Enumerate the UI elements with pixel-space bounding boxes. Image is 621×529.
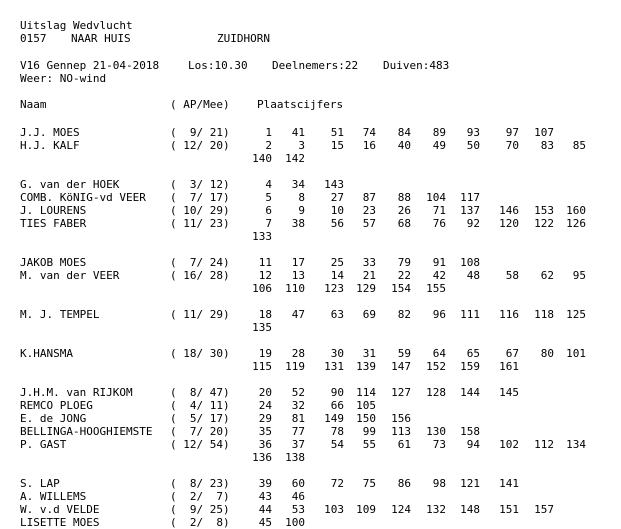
placing-number: 151 [499, 503, 519, 516]
placing-number: 64 [432, 347, 446, 360]
placing-number: 103 [324, 503, 344, 516]
table-row [0, 204, 621, 217]
placing-number: 97 [505, 126, 519, 139]
placing-number: 28 [291, 347, 305, 360]
table-row [0, 178, 621, 191]
placing-number: 25 [330, 256, 344, 269]
placing-number: 62 [540, 269, 554, 282]
placing-number: 92 [466, 217, 480, 230]
placing-number: 146 [499, 204, 519, 217]
placing-number: 41 [291, 126, 305, 139]
placing-number: 152 [426, 360, 446, 373]
placing-number: 40 [397, 139, 411, 152]
placing-number: 6 [265, 204, 272, 217]
placing-number: 130 [426, 425, 446, 438]
placing-number: 39 [258, 477, 272, 490]
participant-name: COMB. KöNIG-vd VEER [20, 191, 146, 204]
placing-number: 17 [291, 256, 305, 269]
placing-number: 109 [356, 503, 376, 516]
placing-number: 43 [258, 490, 272, 503]
placing-number: 23 [362, 204, 376, 217]
participant-name: JAKOB MOES [20, 256, 87, 269]
placing-number: 101 [566, 347, 586, 360]
placing-number: 53 [291, 503, 305, 516]
placing-number: 155 [426, 282, 446, 295]
column-header-apmee: ( AP/Mee) [170, 98, 230, 111]
table-row-continuation [0, 282, 621, 295]
participant-name: M. van der VEER [20, 269, 120, 282]
placing-number: 18 [258, 308, 272, 321]
placing-number: 104 [426, 191, 446, 204]
placing-number: 137 [460, 204, 480, 217]
participant-apmee: ( 8/ 47) [170, 386, 230, 399]
placing-number: 48 [466, 269, 480, 282]
placing-number: 65 [466, 347, 480, 360]
participant-apmee: ( 11/ 23) [170, 217, 230, 230]
placing-number: 88 [397, 191, 411, 204]
placing-number: 72 [330, 477, 344, 490]
participant-name: J.H.M. van RIJKOM [20, 386, 133, 399]
placing-number: 126 [566, 217, 586, 230]
placing-number: 11 [258, 256, 272, 269]
table-row-continuation [0, 360, 621, 373]
placing-number: 147 [391, 360, 411, 373]
placing-number: 10 [330, 204, 344, 217]
placing-number: 66 [330, 399, 344, 412]
placing-number: 157 [534, 503, 554, 516]
participant-name: E. de JONG [20, 412, 87, 425]
placing-number: 63 [330, 308, 344, 321]
placing-number: 79 [397, 256, 411, 269]
placing-number: 120 [499, 217, 519, 230]
placing-number: 106 [252, 282, 272, 295]
placing-number: 14 [330, 269, 344, 282]
placing-number: 150 [356, 412, 376, 425]
placing-number: 94 [466, 438, 480, 451]
table-row-continuation [0, 230, 621, 243]
placing-number: 59 [397, 347, 411, 360]
placing-number: 9 [298, 204, 305, 217]
placing-number: 68 [397, 217, 411, 230]
participant-apmee: ( 10/ 29) [170, 204, 230, 217]
participant-apmee: ( 2/ 8) [170, 516, 230, 529]
placing-number: 7 [265, 217, 272, 230]
placing-number: 100 [285, 516, 305, 529]
placing-number: 123 [324, 282, 344, 295]
club-place: ZUIDHORN [217, 32, 270, 45]
table-row [0, 308, 621, 321]
placing-number: 13 [291, 269, 305, 282]
participant-name: J. LOURENS [20, 204, 87, 217]
table-row [0, 412, 621, 425]
participant-apmee: ( 12/ 54) [170, 438, 230, 451]
placing-number: 127 [391, 386, 411, 399]
table-row-continuation [0, 321, 621, 334]
placing-number: 99 [362, 425, 376, 438]
placing-number: 114 [356, 386, 376, 399]
placing-number: 81 [291, 412, 305, 425]
placing-number: 119 [285, 360, 305, 373]
table-row [0, 425, 621, 438]
placing-number: 128 [426, 386, 446, 399]
table-row [0, 438, 621, 451]
placing-number: 105 [356, 399, 376, 412]
placing-number: 159 [460, 360, 480, 373]
participant-name: H.J. KALF [20, 139, 80, 152]
club-name: NAAR HUIS [71, 32, 131, 45]
placing-number: 113 [391, 425, 411, 438]
placing-number: 142 [285, 152, 305, 165]
placing-number: 84 [397, 126, 411, 139]
placing-number: 58 [505, 269, 519, 282]
placing-number: 156 [391, 412, 411, 425]
placing-number: 136 [252, 451, 272, 464]
placing-number: 52 [291, 386, 305, 399]
participant-name: K.HANSMA [20, 347, 73, 360]
race-info: V16 Gennep 21-04-2018 [20, 59, 160, 72]
participant-name: S. LAP [20, 477, 60, 490]
participant-name: REMCO PLOEG [20, 399, 93, 412]
placing-number: 49 [432, 139, 446, 152]
placing-number: 135 [252, 321, 272, 334]
table-row [0, 126, 621, 139]
column-header-placings: Plaatscijfers [257, 98, 344, 111]
placing-number: 16 [362, 139, 376, 152]
placing-number: 116 [499, 308, 519, 321]
placing-number: 141 [499, 477, 519, 490]
placing-number: 160 [566, 204, 586, 217]
placing-number: 55 [362, 438, 376, 451]
placing-number: 60 [291, 477, 305, 490]
participant-apmee: ( 16/ 28) [170, 269, 230, 282]
placing-number: 71 [432, 204, 446, 217]
participant-apmee: ( 3/ 12) [170, 178, 230, 191]
placing-number: 143 [324, 178, 344, 191]
pigeons-count: Duiven:483 [383, 59, 450, 72]
participant-apmee: ( 8/ 23) [170, 477, 230, 490]
placing-number: 133 [252, 230, 272, 243]
placing-number: 80 [540, 347, 554, 360]
placing-number: 29 [258, 412, 272, 425]
placing-number: 45 [258, 516, 272, 529]
placing-number: 122 [534, 217, 554, 230]
table-row-continuation [0, 152, 621, 165]
placing-number: 115 [252, 360, 272, 373]
placing-number: 139 [356, 360, 376, 373]
placing-number: 154 [391, 282, 411, 295]
table-row [0, 191, 621, 204]
placing-number: 138 [285, 451, 305, 464]
participant-apmee: ( 18/ 30) [170, 347, 230, 360]
placing-number: 117 [460, 191, 480, 204]
placing-number: 82 [397, 308, 411, 321]
placing-number: 51 [330, 126, 344, 139]
placing-number: 19 [258, 347, 272, 360]
participant-apmee: ( 9/ 21) [170, 126, 230, 139]
placing-number: 112 [534, 438, 554, 451]
placing-number: 140 [252, 152, 272, 165]
participant-name: LISETTE MOES [20, 516, 100, 529]
placing-number: 98 [432, 477, 446, 490]
placing-number: 91 [432, 256, 446, 269]
placing-number: 24 [258, 399, 272, 412]
table-row [0, 399, 621, 412]
table-row [0, 516, 621, 529]
placing-number: 87 [362, 191, 376, 204]
placing-number: 22 [397, 269, 411, 282]
table-row [0, 490, 621, 503]
placing-number: 107 [534, 126, 554, 139]
table-row [0, 386, 621, 399]
participant-apmee: ( 7/ 24) [170, 256, 230, 269]
weather-info: Weer: NO-wind [20, 72, 107, 85]
placing-number: 89 [432, 126, 446, 139]
placing-number: 46 [291, 490, 305, 503]
placing-number: 102 [499, 438, 519, 451]
placing-number: 1 [265, 126, 272, 139]
placing-number: 12 [258, 269, 272, 282]
placing-number: 73 [432, 438, 446, 451]
placing-number: 26 [397, 204, 411, 217]
column-header-name: Naam [20, 98, 47, 111]
placing-number: 35 [258, 425, 272, 438]
placing-number: 86 [397, 477, 411, 490]
placing-number: 27 [330, 191, 344, 204]
placing-number: 57 [362, 217, 376, 230]
placing-number: 148 [460, 503, 480, 516]
table-row [0, 217, 621, 230]
placing-number: 125 [566, 308, 586, 321]
placing-number: 5 [265, 191, 272, 204]
placing-number: 76 [432, 217, 446, 230]
placing-number: 42 [432, 269, 446, 282]
participant-apmee: ( 4/ 11) [170, 399, 230, 412]
placing-number: 15 [330, 139, 344, 152]
placing-number: 90 [330, 386, 344, 399]
table-row [0, 477, 621, 490]
participant-apmee: ( 9/ 25) [170, 503, 230, 516]
participant-name: P. GAST [20, 438, 67, 451]
placing-number: 4 [265, 178, 272, 191]
table-row [0, 503, 621, 516]
placing-number: 34 [291, 178, 305, 191]
placing-number: 56 [330, 217, 344, 230]
placing-number: 74 [362, 126, 376, 139]
participant-name: BELLINGA-HOOGHIEMSTE [20, 425, 153, 438]
placing-number: 153 [534, 204, 554, 217]
placing-number: 129 [356, 282, 376, 295]
placing-number: 8 [298, 191, 305, 204]
placing-number: 131 [324, 360, 344, 373]
placing-number: 20 [258, 386, 272, 399]
placing-number: 108 [460, 256, 480, 269]
table-row [0, 347, 621, 360]
placing-number: 78 [330, 425, 344, 438]
placing-number: 124 [391, 503, 411, 516]
placing-number: 21 [362, 269, 376, 282]
participants-count: Deelnemers:22 [272, 59, 359, 72]
report-title: Uitslag Wedvlucht [20, 19, 133, 32]
placing-number: 77 [291, 425, 305, 438]
participant-name: TIES FABER [20, 217, 87, 230]
table-row-continuation [0, 451, 621, 464]
participant-name: W. v.d VELDE [20, 503, 100, 516]
placing-number: 83 [540, 139, 554, 152]
placing-number: 110 [285, 282, 305, 295]
release-time: Los:10.30 [188, 59, 248, 72]
club-code: 0157 [20, 32, 47, 45]
placing-number: 32 [291, 399, 305, 412]
table-row [0, 139, 621, 152]
placing-number: 96 [432, 308, 446, 321]
placing-number: 145 [499, 386, 519, 399]
placing-number: 30 [330, 347, 344, 360]
table-row [0, 256, 621, 269]
placing-number: 75 [362, 477, 376, 490]
placing-number: 132 [426, 503, 446, 516]
placing-number: 134 [566, 438, 586, 451]
participant-apmee: ( 11/ 29) [170, 308, 230, 321]
table-row [0, 269, 621, 282]
placing-number: 33 [362, 256, 376, 269]
placing-number: 2 [265, 139, 272, 152]
placing-number: 144 [460, 386, 480, 399]
placing-number: 121 [460, 477, 480, 490]
placing-number: 93 [466, 126, 480, 139]
placing-number: 67 [505, 347, 519, 360]
participant-apmee: ( 5/ 17) [170, 412, 230, 425]
participant-apmee: ( 7/ 20) [170, 425, 230, 438]
participant-name: A. WILLEMS [20, 490, 87, 503]
placing-number: 31 [362, 347, 376, 360]
placing-number: 47 [291, 308, 305, 321]
placing-number: 61 [397, 438, 411, 451]
participant-apmee: ( 2/ 7) [170, 490, 230, 503]
placing-number: 118 [534, 308, 554, 321]
placing-number: 70 [505, 139, 519, 152]
placing-number: 95 [572, 269, 586, 282]
placing-number: 3 [298, 139, 305, 152]
placing-number: 158 [460, 425, 480, 438]
placing-number: 149 [324, 412, 344, 425]
participant-name: M. J. TEMPEL [20, 308, 100, 321]
placing-number: 37 [291, 438, 305, 451]
participant-apmee: ( 7/ 17) [170, 191, 230, 204]
participant-name: G. van der HOEK [20, 178, 120, 191]
placing-number: 38 [291, 217, 305, 230]
placing-number: 44 [258, 503, 272, 516]
participant-name: J.J. MOES [20, 126, 80, 139]
placing-number: 36 [258, 438, 272, 451]
participant-apmee: ( 12/ 20) [170, 139, 230, 152]
placing-number: 69 [362, 308, 376, 321]
placing-number: 54 [330, 438, 344, 451]
placing-number: 111 [460, 308, 480, 321]
placing-number: 85 [572, 139, 586, 152]
placing-number: 161 [499, 360, 519, 373]
placing-number: 50 [466, 139, 480, 152]
